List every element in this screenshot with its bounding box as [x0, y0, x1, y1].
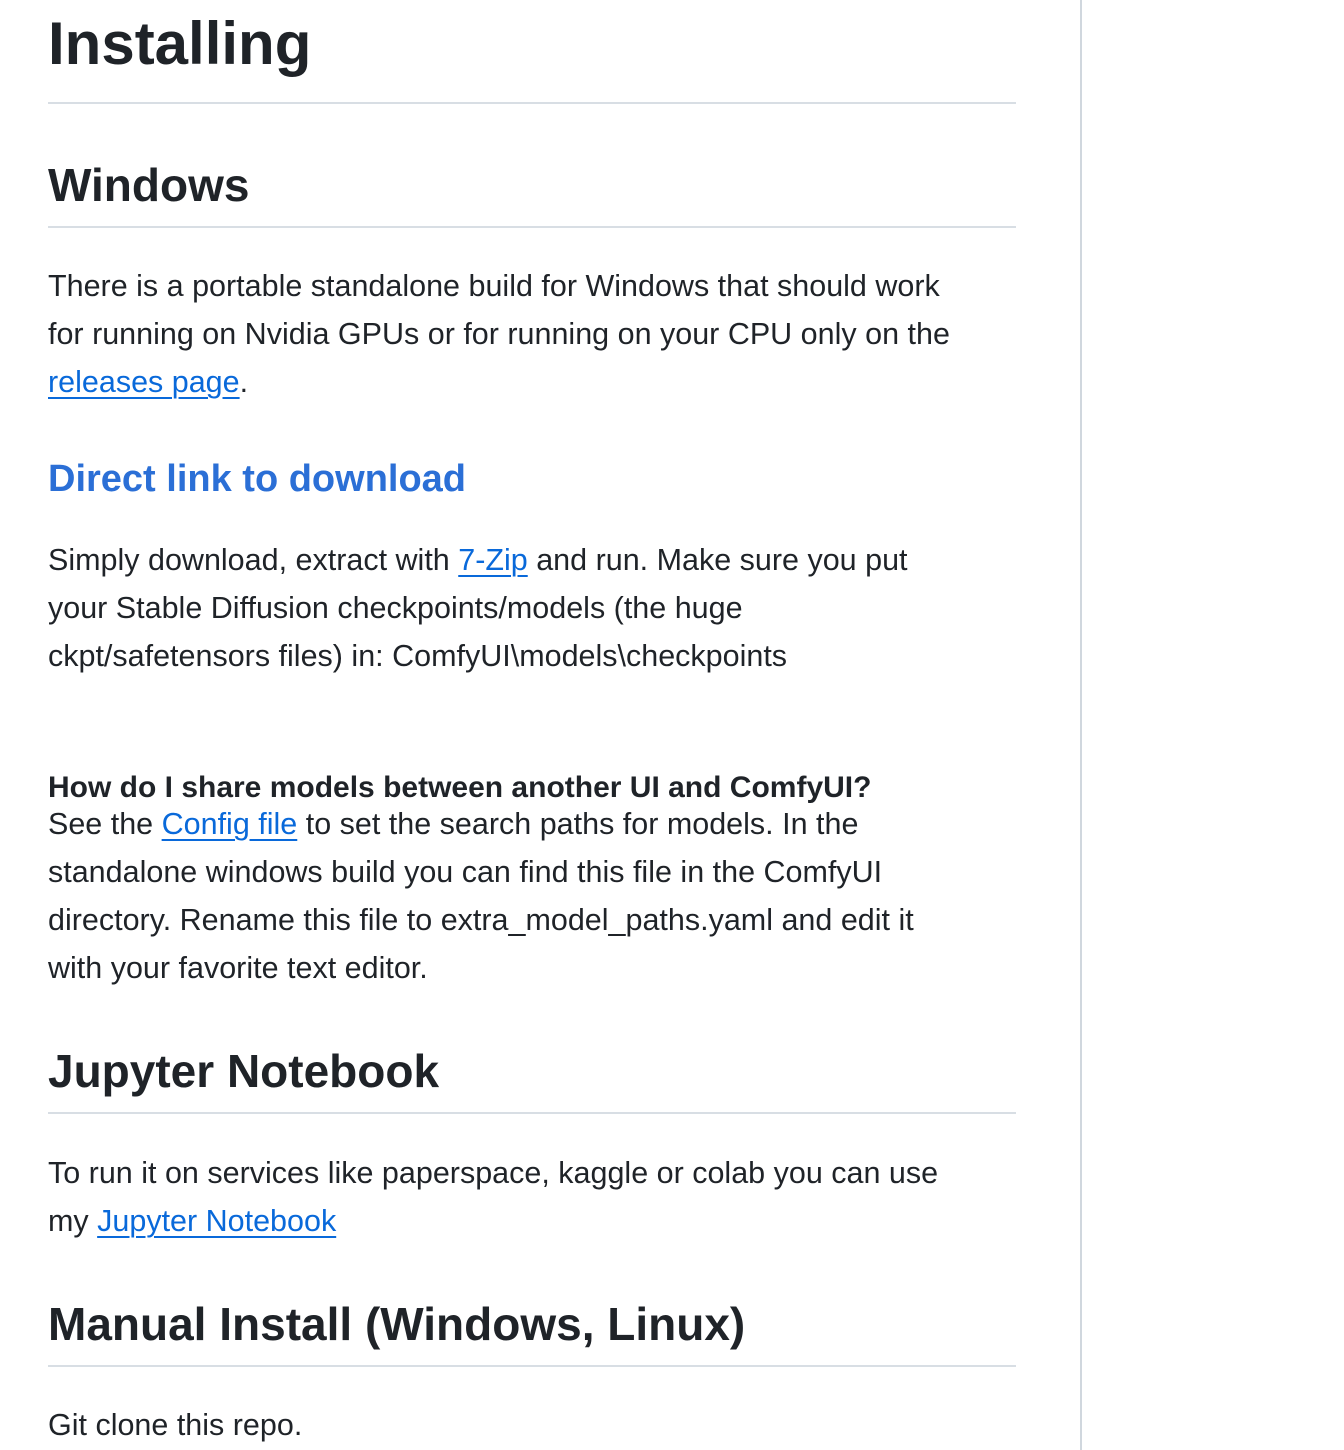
direct-paragraph	[48, 536, 1016, 680]
share-text-line2: standalone windows build you can find this file in the ComfyUI	[48, 855, 883, 889]
windows-divider	[48, 226, 1016, 228]
manual-paragraph	[48, 1401, 1016, 1449]
share-text-pre: See the	[48, 807, 162, 841]
direct-text-line2: your Stable Diffusion checkpoints/models (the huge	[48, 591, 743, 625]
jupyter-notebook-link[interactable]: Jupyter Notebook	[97, 1204, 337, 1238]
share-text-line3: directory. Rename this file to extra_model_paths.yaml and edit it	[48, 903, 914, 937]
direct-link-anchor[interactable]: Direct link to download	[48, 458, 467, 500]
share-text-line4: with your favorite text editor.	[48, 951, 428, 985]
sidebar-divider	[1080, 0, 1082, 1450]
jupyter-text-pre: my	[48, 1204, 98, 1238]
period-text: .	[239, 365, 249, 399]
page-title: Installing	[48, 10, 312, 77]
share-paragraph	[48, 800, 1016, 992]
jupyter-text-line2	[48, 1197, 1016, 1245]
direct-text-post: and run. Make sure you put	[527, 543, 908, 577]
windows-text-line1: There is a portable standalone build for Windows that should work	[48, 269, 940, 303]
windows-text-line3	[48, 358, 1016, 406]
direct-text-pre: Simply download, extract with	[48, 543, 459, 577]
manual-text-line1: Git clone this repo.	[48, 1408, 303, 1442]
manual-install-divider	[48, 1365, 1016, 1367]
jupyter-paragraph	[48, 1149, 1016, 1245]
share-models-heading: How do I share models between another UI and ComfyUI?	[48, 770, 872, 804]
windows-text-line2: for running on Nvidia GPUs or for running on your CPU only on the	[48, 317, 950, 351]
share-text-post: to set the search paths for models. In the	[297, 807, 859, 841]
7zip-link[interactable]: 7-Zip	[458, 543, 528, 577]
jupyter-divider	[48, 1112, 1016, 1114]
direct-text-line3: ckpt/safetensors files) in: ComfyUI\models\checkpoints	[48, 639, 788, 673]
title-divider	[48, 102, 1016, 104]
releases-page-link[interactable]: releases page	[48, 365, 240, 399]
direct-link-heading[interactable]	[48, 460, 466, 498]
jupyter-heading: Jupyter Notebook	[48, 1045, 440, 1097]
jupyter-text-line1: To run it on services like paperspace, kaggle or colab you can use	[48, 1156, 939, 1190]
windows-heading: Windows	[48, 159, 250, 211]
share-text-line1	[48, 800, 1016, 848]
manual-install-heading: Manual Install (Windows, Linux)	[48, 1298, 746, 1350]
windows-paragraph	[48, 262, 1016, 406]
direct-text-line1	[48, 536, 1016, 584]
config-file-link[interactable]: Config file	[161, 807, 298, 841]
